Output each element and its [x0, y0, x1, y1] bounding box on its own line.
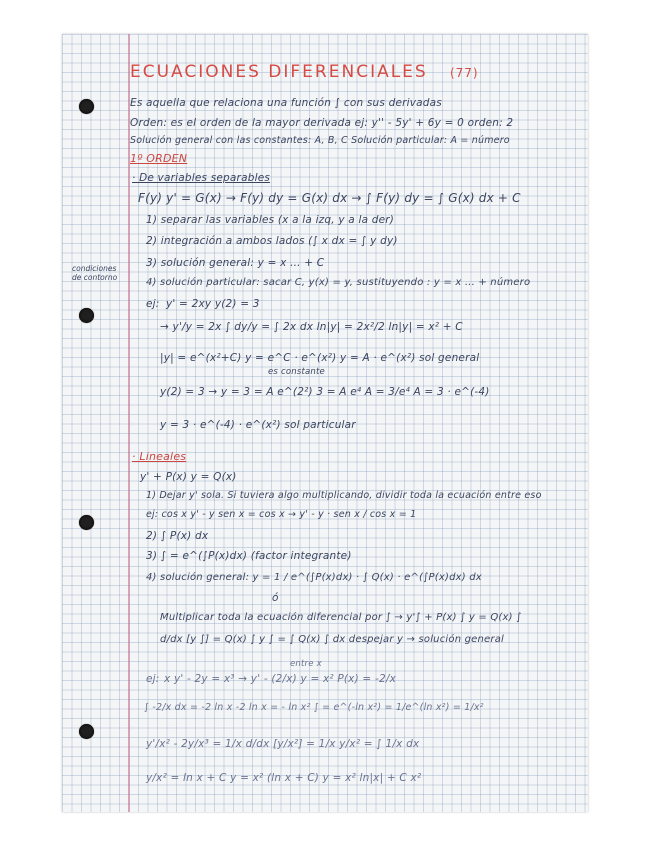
side-note-text: condiciones de contorno [72, 264, 118, 282]
example-row-2: |y| = e^(x²+C) y = e^C · e^(x²) y = A · e^(x²) sol general [160, 352, 480, 364]
linear-step-1-example: ej: cos x y' - y sen x = cos x → y' - y · sen x / cos x = 1 [146, 509, 417, 520]
title-text: ECUACIONES DIFERENCIALES [130, 62, 428, 82]
linear-heading: · Lineales [132, 450, 187, 463]
linear-example-row-2: ∫ -2/x dx = -2 ln x -2 ln x = - ln x² ∫ = e^(-ln x²) = 1/e^(ln x²) = 1/x² [144, 702, 484, 713]
intro-solutions: Solución general con las constantes: A, B, C Solución particular: A = número [130, 135, 510, 146]
notebook-page [62, 34, 588, 812]
example-row-2-note: es constante [268, 367, 325, 377]
linear-formula: y' + P(x) y = Q(x) [140, 471, 237, 483]
separable-step-3: 3) solución general: y = x ... + C [146, 257, 325, 269]
example-row-1: → y'/y = 2x ∫ dy/y = ∫ 2x dx ln|y| = 2x²/2 ln|y| = x² + C [160, 321, 463, 333]
section-first-order-heading: 1º ORDEN [130, 152, 188, 165]
example-equation: y' = 2xy y(2) = 3 [166, 298, 260, 310]
intro-order: Orden: es el orden de la mayor derivada ej: y'' - 5y' + 6y = 0 orden: 2 [130, 117, 514, 129]
page-title [130, 62, 479, 82]
linear-alt-1: Multiplicar toda la ecuación diferencial por ∫ → y'∫ + P(x) ∫ y = Q(x) ∫ [160, 612, 522, 623]
linear-step-3: 3) ∫ = e^(∫P(x)dx) (factor integrante) [146, 550, 352, 562]
example-label: ej: [146, 298, 160, 310]
linear-step-4: 4) solución general: y = 1 / e^(∫P(x)dx) · ∫ Q(x) · e^(∫P(x)dx) dx [146, 572, 482, 583]
arrow-annotation: entre x [290, 659, 322, 669]
linear-step-2: 2) ∫ P(x) dx [146, 530, 209, 542]
page-number: (77) [449, 66, 479, 80]
linear-example-label: ej: [146, 673, 160, 685]
linear-example-row-4: y/x² = ln x + C y = x² (ln x + C) y = x² ln|x| + C x² [146, 772, 422, 784]
punch-hole [79, 724, 94, 739]
separable-heading: · De variables separables [132, 172, 271, 184]
punch-hole [79, 308, 94, 323]
linear-step-1: 1) Dejar y' sola. Si tuviera algo multiplicando, dividir toda la ecuación entre eso [146, 490, 542, 501]
margin-line [128, 34, 130, 812]
separable-step-1: 1) separar las variables (x a la izq, y a la der) [146, 214, 395, 226]
separable-formula: F(y) y' = G(x) → F(y) dy = G(x) dx → ∫ F(y) dy = ∫ G(x) dx + C [138, 191, 521, 205]
linear-alt-2: d/dx [y ∫] = Q(x) ∫ y ∫ = ∫ Q(x) ∫ dx despejar y → solución general [160, 634, 505, 645]
or-text: ó [272, 592, 279, 604]
separable-step-4: 4) solución particular: sacar C, y(x) = y, sustituyendo : y = x ... + número [146, 277, 531, 288]
intro-definition: Es aquella que relaciona una función ∫ con sus derivadas [130, 97, 442, 109]
punch-hole [79, 99, 94, 114]
example-row-3: y(2) = 3 → y = 3 = A e^(2²) 3 = A e⁴ A = 3/e⁴ A = 3 · e^(-4) [160, 386, 490, 398]
linear-example-row-3: y'/x² - 2y/x³ = 1/x d/dx [y/x²] = 1/x y/x² = ∫ 1/x dx [146, 738, 420, 750]
separable-step-2: 2) integración a ambos lados (∫ x dx = ∫ y dy) [146, 235, 398, 247]
linear-example-row-1: x y' - 2y = x³ → y' - (2/x) y = x² P(x) = -2/x [164, 673, 396, 685]
side-note [72, 264, 117, 282]
punch-hole [79, 515, 94, 530]
example-row-4: y = 3 · e^(-4) · e^(x²) sol particular [160, 419, 356, 431]
